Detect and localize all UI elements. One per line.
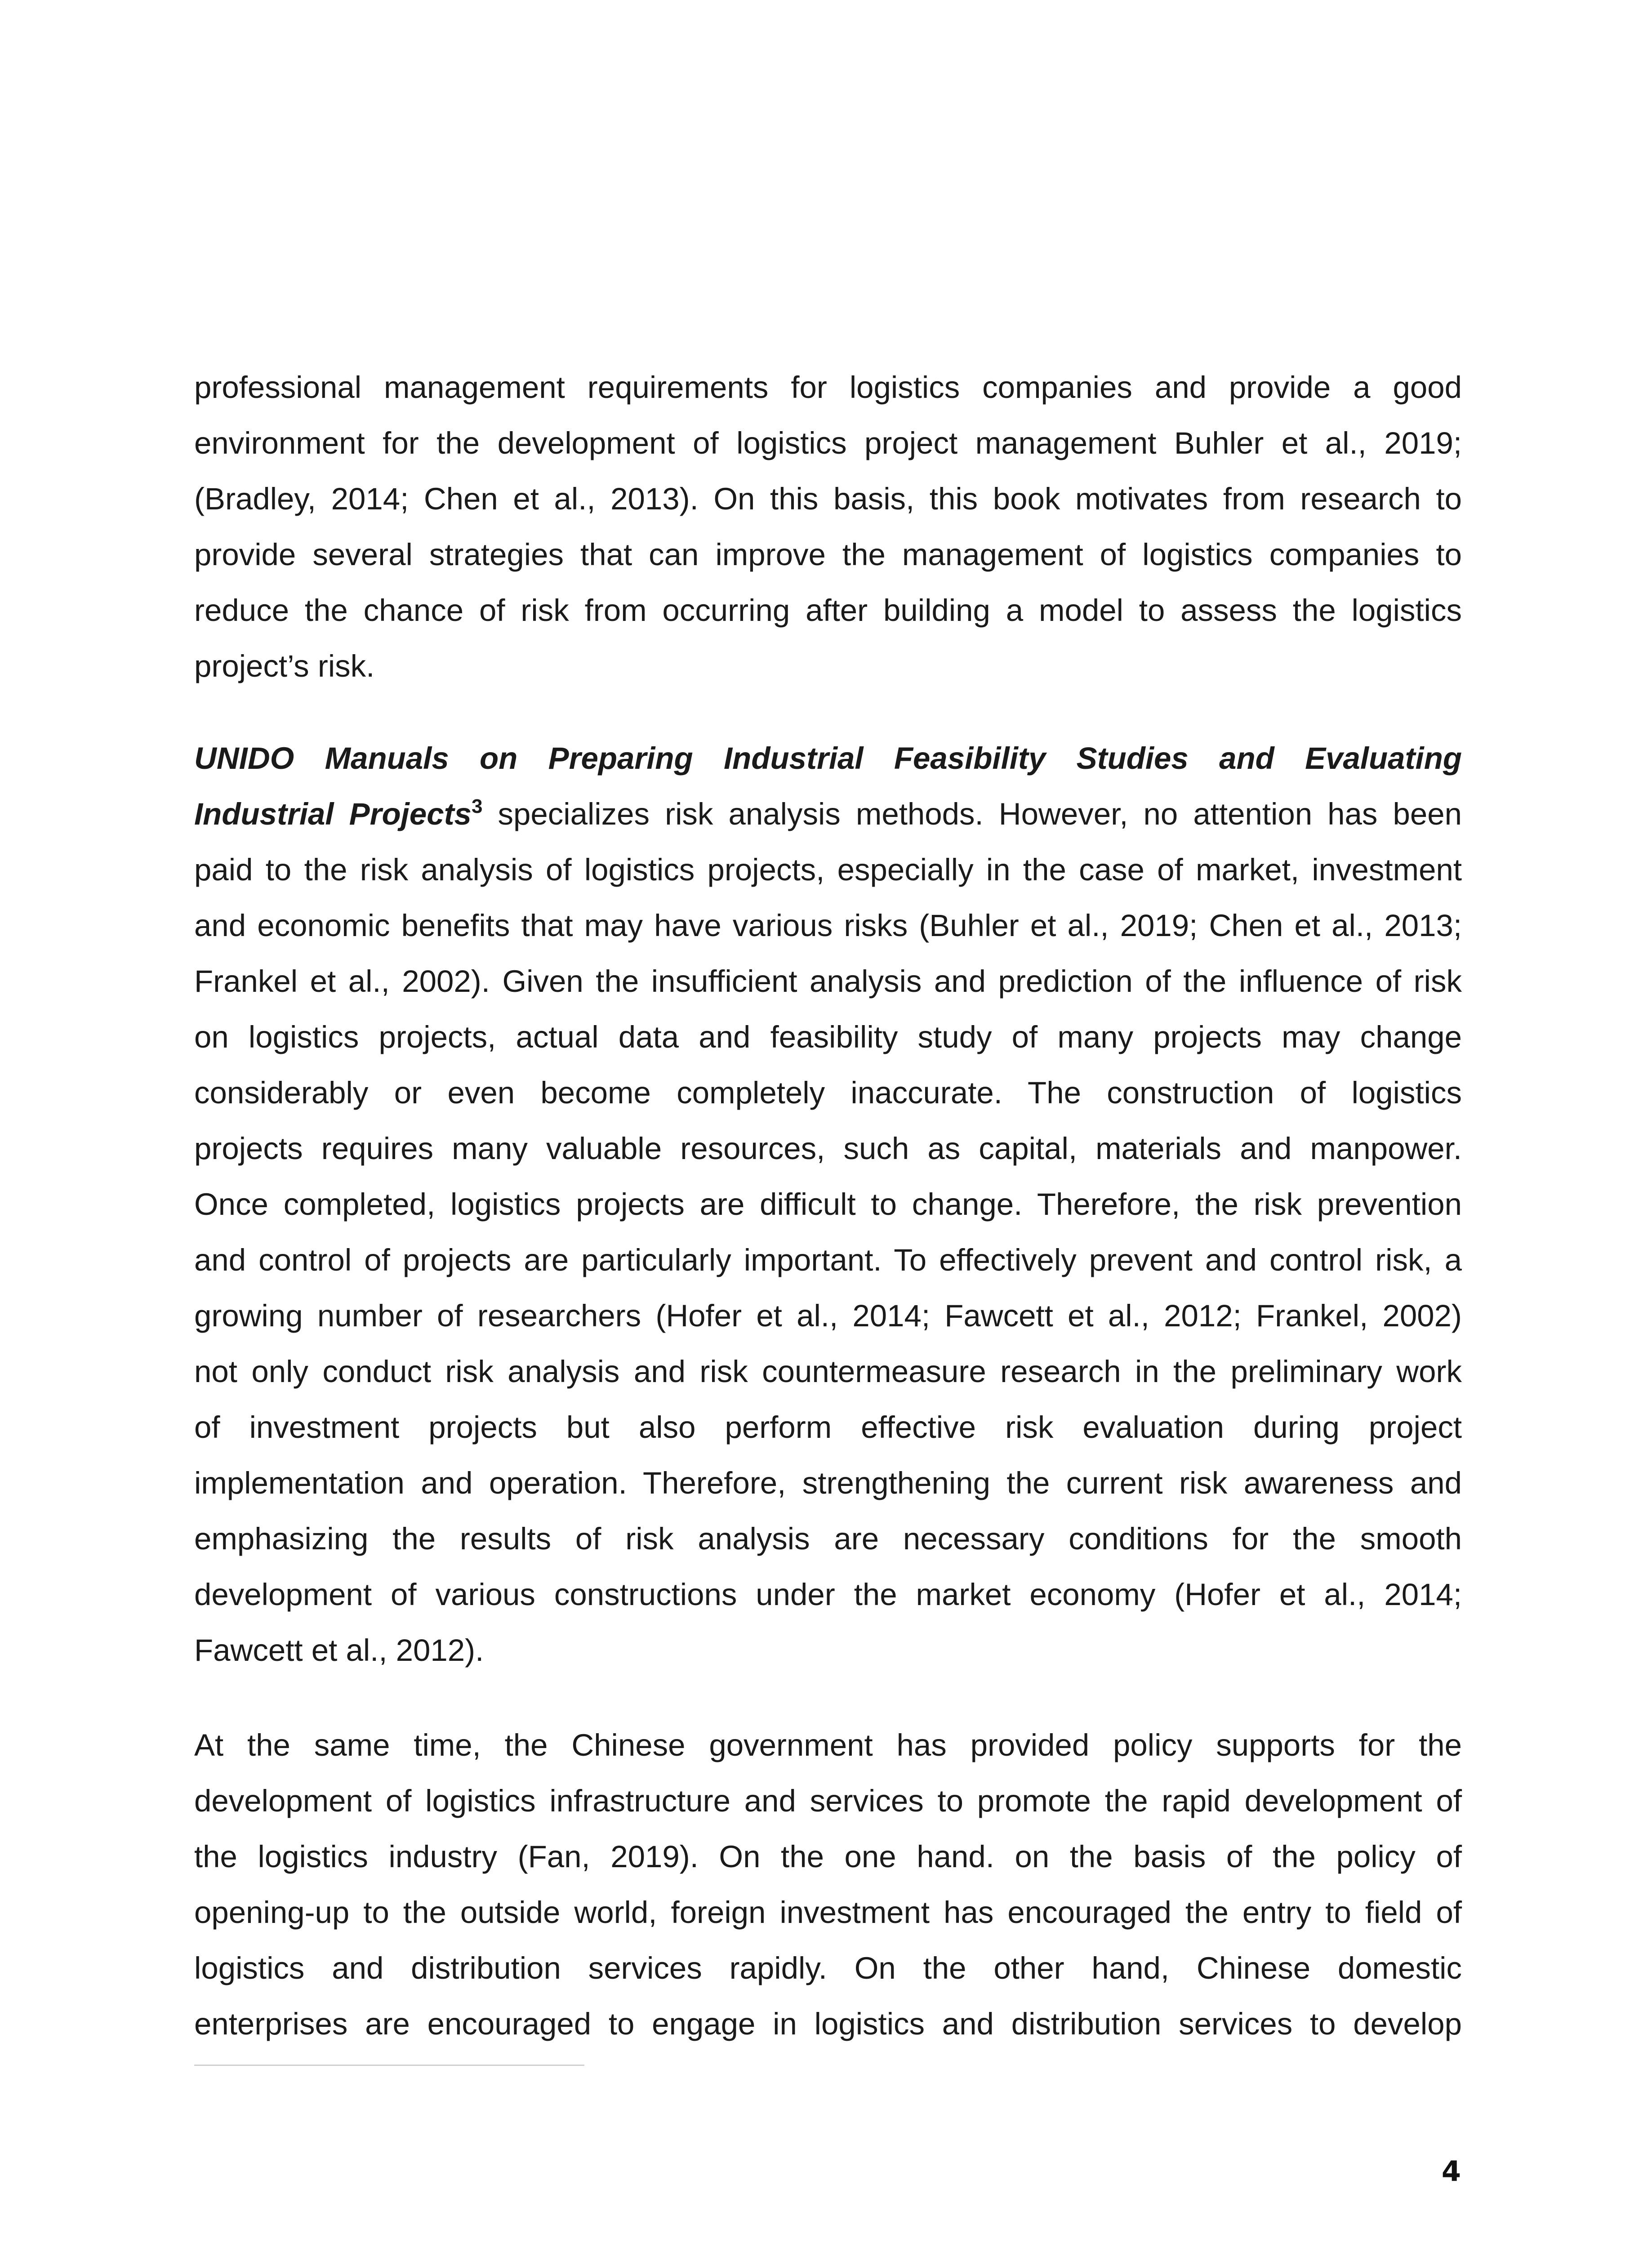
text-line: professional management requirements for logistics companies and provide a good (194, 370, 1462, 405)
paragraph-3 (194, 1717, 1462, 2052)
text-line: the logistics industry (Fan, 2019). On the one hand. on the basis of the policy of (194, 1839, 1462, 1874)
text-line: Once completed, logistics projects are difficult to change. Therefore, the risk prevention (194, 1187, 1462, 1222)
text-line: At the same time, the Chinese government has provided policy supports for the (194, 1728, 1462, 1762)
text-line: opening-up to the outside world, foreign investment has encouraged the entry to field of (194, 1895, 1462, 1930)
text-line: Fawcett et al., 2012). (194, 1633, 484, 1668)
paragraph-1 (194, 360, 1462, 694)
paragraph-2 (194, 731, 1462, 1678)
text-line: of investment projects but also perform effective risk evaluation during project (194, 1410, 1462, 1445)
report-title-line: UNIDO Manuals on Preparing Industrial Feasibility Studies and Evaluating (194, 741, 1462, 776)
text-line: reduce the chance of risk from occurring after building a model to assess the logistics (194, 593, 1462, 628)
report-title-continued: Industrial Projects (194, 797, 472, 831)
text-line: paid to the risk analysis of logistics projects, especially in the case of market, investment (194, 852, 1462, 887)
text-line: implementation and operation. Therefore, strengthening the current risk awareness and (194, 1466, 1462, 1500)
text-line: provide several strategies that can improve the management of logistics companies to (194, 537, 1462, 572)
footnote-separator (194, 2065, 584, 2066)
text-line: enterprises are encouraged to engage in logistics and distribution services to develop (194, 2007, 1462, 2041)
text-line: development of various constructions under the market economy (Hofer et al., 2014; (194, 1577, 1462, 1612)
text-line: Frankel et al., 2002). Given the insufficient analysis and prediction of the influence of risk (194, 964, 1462, 999)
page-number: 4 (1441, 2155, 1461, 2188)
text-line: growing number of researchers (Hofer et al., 2014; Fawcett et al., 2012; Frankel, 2002) (194, 1298, 1462, 1333)
text-line: (Bradley, 2014; Chen et al., 2013). On this basis, this book motivates from research to (194, 482, 1462, 516)
text-line: on logistics projects, actual data and feasibility study of many projects may change (194, 1020, 1462, 1054)
text-line: and control of projects are particularly important. To effectively prevent and control risk, a (194, 1243, 1462, 1277)
text-line (194, 786, 1462, 842)
text-fragment: specializes risk analysis methods. However, no attention has been (482, 797, 1462, 831)
text-line: project’s risk. (194, 649, 375, 683)
text-line: development of logistics infrastructure and services to promote the rapid development of (194, 1784, 1462, 1818)
text-line: and economic benefits that may have various risks (Buhler et al., 2019; Chen et al., 2013; (194, 908, 1462, 943)
text-line: logistics and distribution services rapidly. On the other hand, Chinese domestic (194, 1951, 1462, 1985)
text-line: environment for the development of logistics project management Buhler et al., 2019; (194, 426, 1462, 460)
text-line: emphasizing the results of risk analysis are necessary conditions for the smooth (194, 1521, 1462, 1556)
text-line: projects requires many valuable resources, such as capital, materials and manpower. (194, 1131, 1462, 1166)
text-line: considerably or even become completely inaccurate. The construction of logistics (194, 1075, 1462, 1110)
footnote-reference[interactable]: 3 (471, 795, 483, 817)
text-line: not only conduct risk analysis and risk countermeasure research in the preliminary work (194, 1354, 1462, 1389)
